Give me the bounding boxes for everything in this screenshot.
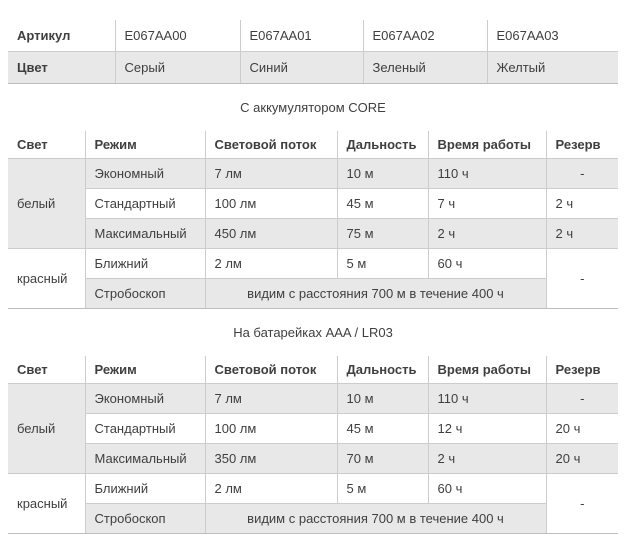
color-value: Зеленый [363, 52, 487, 84]
table-row [8, 414, 618, 444]
flux-cell: 2 лм [205, 249, 337, 279]
reserve-cell: - [546, 159, 618, 189]
color-label: Цвет [8, 52, 115, 84]
time-cell: 2 ч [428, 219, 546, 249]
mode-cell: Экономный [85, 384, 205, 414]
table-row [8, 504, 618, 534]
distance-cell: 10 м [337, 384, 428, 414]
mode-cell: Ближний [85, 474, 205, 504]
flux-cell: 2 лм [205, 474, 337, 504]
table-row [8, 249, 618, 279]
mode-cell: Стробоскоп [85, 504, 205, 534]
distance-cell: 45 м [337, 414, 428, 444]
column-header-reserve: Резерв [546, 131, 618, 159]
battery-spec-table [8, 356, 618, 534]
table-header-row [8, 356, 618, 384]
article-color-table [8, 20, 618, 84]
flux-cell: 7 лм [205, 384, 337, 414]
column-header-light: Свет [8, 131, 85, 159]
article-value: E067AA02 [363, 20, 487, 52]
column-header-distance: Дальность [337, 131, 428, 159]
table-row [8, 219, 618, 249]
table-row [8, 384, 618, 414]
battery-section-title: На батарейках AAA / LR03 [233, 325, 393, 340]
mode-cell: Стробоскоп [85, 279, 205, 309]
column-header-mode: Режим [85, 131, 205, 159]
core-spec-table [8, 131, 618, 309]
mode-cell: Максимальный [85, 219, 205, 249]
column-header-flux: Световой поток [205, 356, 337, 384]
flux-cell: 100 лм [205, 414, 337, 444]
table-row [8, 20, 618, 52]
mode-cell: Стандартный [85, 189, 205, 219]
time-cell: 60 ч [428, 474, 546, 504]
time-cell: 110 ч [428, 159, 546, 189]
reserve-cell: - [546, 249, 618, 309]
time-cell: 7 ч [428, 189, 546, 219]
reserve-cell: 20 ч [546, 414, 618, 444]
strobe-description-cell: видим с расстояния 700 м в течение 400 ч [205, 279, 546, 309]
column-header-light: Свет [8, 356, 85, 384]
article-value: E067AA01 [240, 20, 363, 52]
table-row [8, 52, 618, 84]
flux-cell: 7 лм [205, 159, 337, 189]
distance-cell: 10 м [337, 159, 428, 189]
table-row [8, 189, 618, 219]
core-section-title: С аккумулятором CORE [240, 100, 386, 115]
column-header-time: Время работы [428, 131, 546, 159]
distance-cell: 75 м [337, 219, 428, 249]
reserve-cell: - [546, 474, 618, 534]
reserve-cell: 2 ч [546, 219, 618, 249]
column-header-time: Время работы [428, 356, 546, 384]
reserve-cell: 2 ч [546, 189, 618, 219]
column-header-flux: Световой поток [205, 131, 337, 159]
time-cell: 60 ч [428, 249, 546, 279]
flux-cell: 450 лм [205, 219, 337, 249]
article-value: E067AA03 [487, 20, 618, 52]
mode-cell: Стандартный [85, 414, 205, 444]
mode-cell: Ближний [85, 249, 205, 279]
reserve-cell: 20 ч [546, 444, 618, 474]
light-white-cell: белый [8, 384, 85, 474]
time-cell: 110 ч [428, 384, 546, 414]
column-header-mode: Режим [85, 356, 205, 384]
column-header-distance: Дальность [337, 356, 428, 384]
light-red-cell: красный [8, 474, 85, 534]
distance-cell: 5 м [337, 249, 428, 279]
mode-cell: Максимальный [85, 444, 205, 474]
time-cell: 2 ч [428, 444, 546, 474]
color-value: Желтый [487, 52, 618, 84]
article-value: E067AA00 [115, 20, 240, 52]
light-white-cell: белый [8, 159, 85, 249]
article-label: Артикул [8, 20, 115, 52]
mode-cell: Экономный [85, 159, 205, 189]
distance-cell: 45 м [337, 189, 428, 219]
table-header-row [8, 131, 618, 159]
column-header-reserve: Резерв [546, 356, 618, 384]
flux-cell: 100 лм [205, 189, 337, 219]
table-row [8, 474, 618, 504]
table-row [8, 159, 618, 189]
flux-cell: 350 лм [205, 444, 337, 474]
table-row [8, 279, 618, 309]
distance-cell: 70 м [337, 444, 428, 474]
reserve-cell: - [546, 384, 618, 414]
light-red-cell: красный [8, 249, 85, 309]
color-value: Синий [240, 52, 363, 84]
color-value: Серый [115, 52, 240, 84]
table-row [8, 444, 618, 474]
time-cell: 12 ч [428, 414, 546, 444]
distance-cell: 5 м [337, 474, 428, 504]
strobe-description-cell: видим с расстояния 700 м в течение 400 ч [205, 504, 546, 534]
